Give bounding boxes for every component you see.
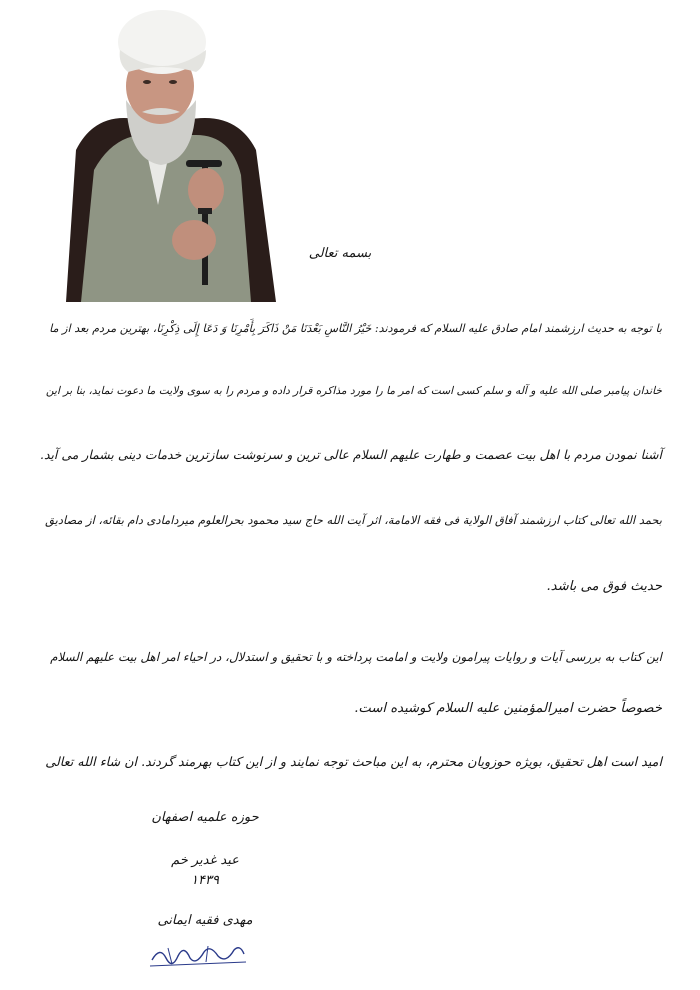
cleric-portrait-photo [46, 0, 282, 302]
signature-occasion: عید غدیر خم [171, 853, 239, 868]
signature-year: ۱۴۳۹ [191, 873, 219, 888]
handwritten-signature [148, 938, 248, 972]
paragraph2-line2: حدیث فوق می باشد. [546, 579, 662, 594]
paragraph1-line1: با توجه به حدیث ارزشمند امام صادق علیه السلام که فرمودند: خَیْرُ النَّاسِ بَعْدَنَا مَنْ ذَاکَرَ بِأَمْرِنَا وَ دَعَا إِلَی ذِکْرِنَا، بهترین مردم بعد از ما [49, 322, 662, 335]
portrait-illustration [46, 0, 282, 302]
paragraph3-line1: این کتاب به بررسی آیات و روایات پیرامون ولایت و امامت پرداخته و با تحقیق و استدلال، در احیاء امر اهل بیت علیهم السلام [50, 650, 662, 664]
paragraph1-line2: خاندان پیامبر صلی الله علیه و آله و سلم کسی است که امر ما را مورد مذاکره قرار داده و مردم را به سوی ولایت ما دعوت نماید، بنا بر این [45, 384, 662, 397]
paragraph2-line1: بحمد الله تعالی کتاب ارزشمند آفاق الولایة فی فقه الامامة، اثر آیت الله حاج سید محمود بحرالعلوم میردامادی دام بقائه، از مصادیق [45, 513, 662, 527]
paragraph3-line2: خصوصاً حضرت امیرالمؤمنین علیه السلام کوشیده است. [354, 701, 662, 716]
signature-institution: حوزه علمیه اصفهان [151, 810, 259, 825]
letter-heading: بسمه تعالی [308, 246, 372, 261]
signature-name: مهدی فقیه ایمانی [157, 913, 253, 928]
signature-scribble [148, 938, 248, 972]
paragraph4-line: امید است اهل تحقیق، بویژه حوزویان محترم، به این مباحث توجه نمایند و از این کتاب بهرمند گردند. ان شاء الله تعالی [45, 754, 662, 769]
paragraph1-line3: آشنا نمودن مردم با اهل بیت عصمت و طهارت علیهم السلام عالی ترین و سرنوشت سازترین خدمات دینی بشمار می آید. [39, 447, 662, 462]
